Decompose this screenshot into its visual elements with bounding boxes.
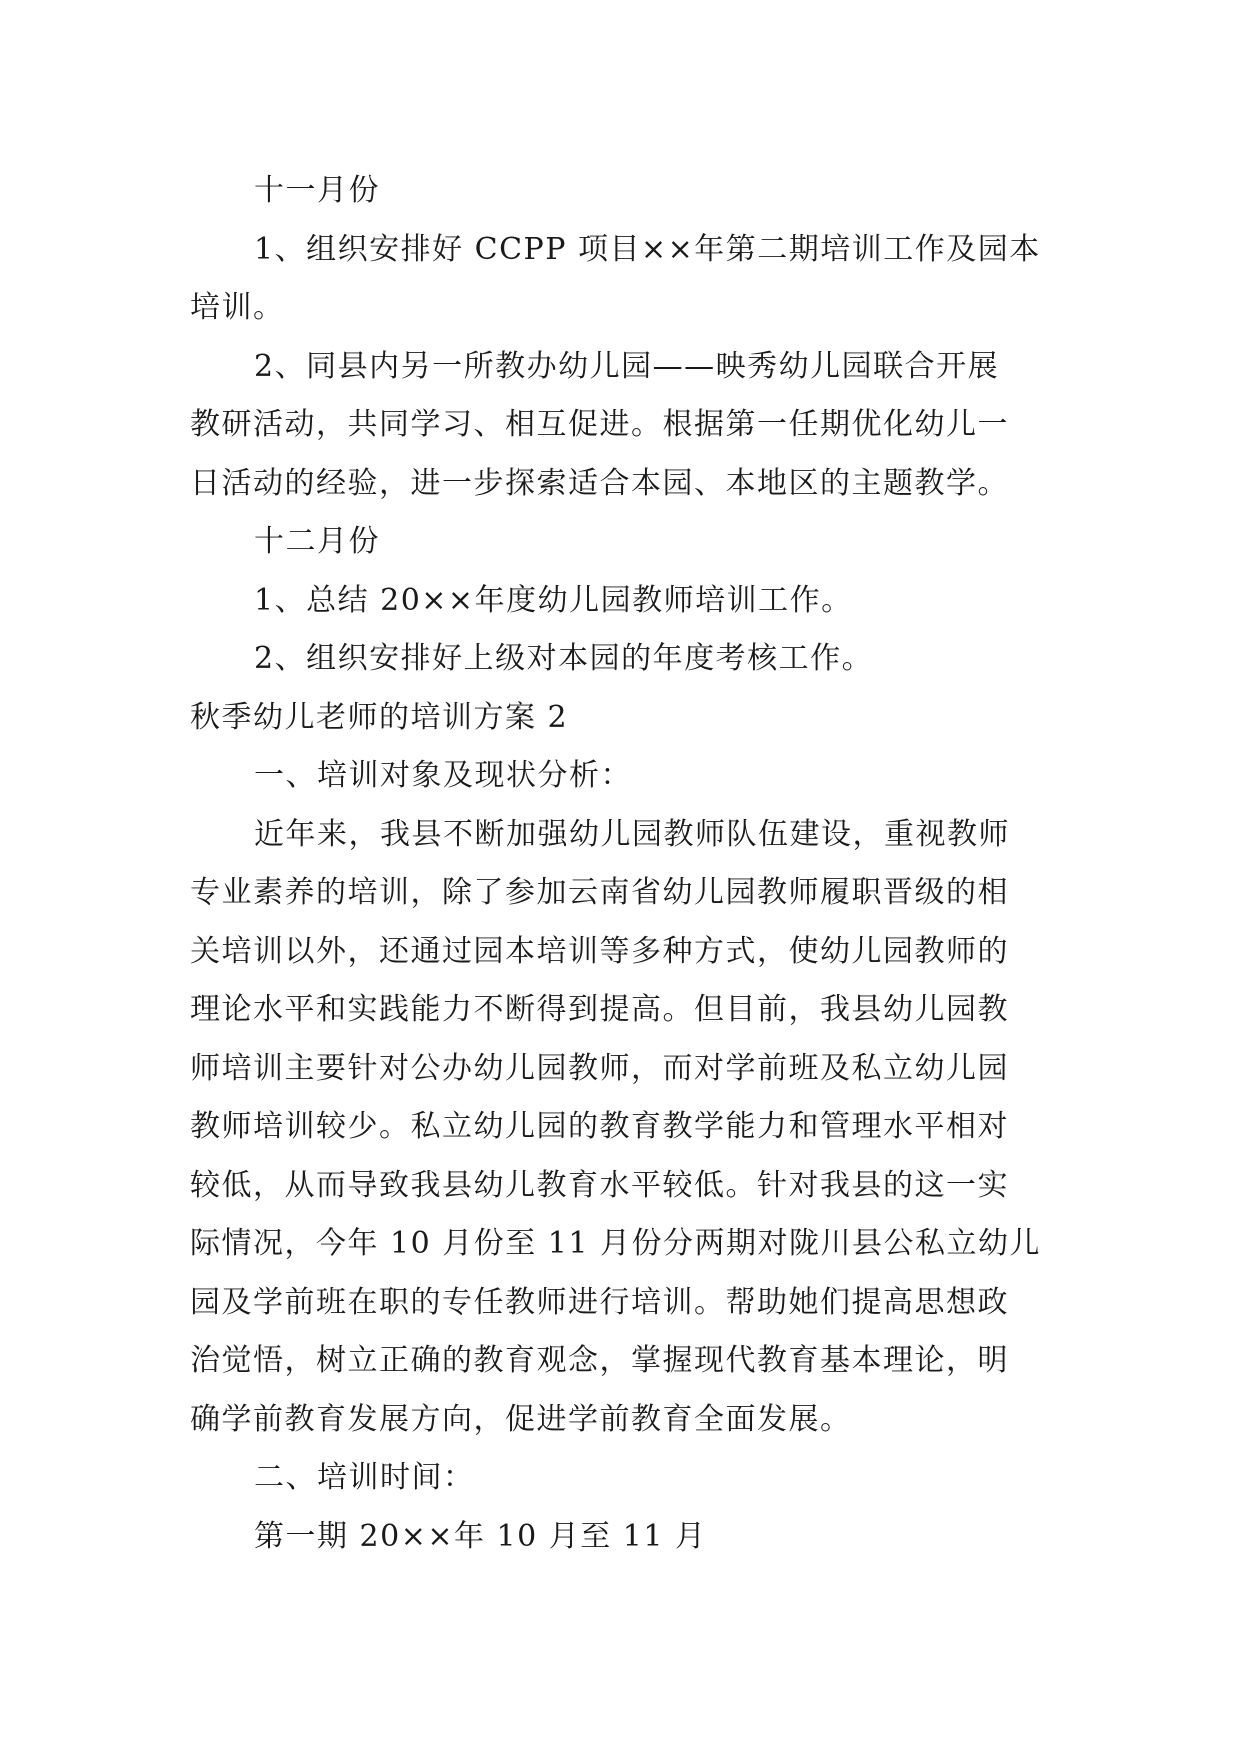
text-line: 2、组织安排好上级对本园的年度考核工作。 (254, 641, 874, 676)
text-line: 1、组织安排好 CCPP 项目××年第二期培训工作及园本 (254, 231, 1041, 267)
text-line: 理论水平和实践能力不断得到提高。但目前，我县幼儿园教 (190, 992, 1009, 1027)
text-line: 1、总结 20××年度幼儿园教师培训工作。 (254, 582, 853, 618)
section-title: 秋季幼儿老师的培训方案 2 (190, 699, 569, 735)
text-line: 十一月份 (254, 173, 380, 208)
text-line: 较低，从而导致我县幼儿教育水平较低。针对我县的这一实 (190, 1167, 1009, 1203)
text-line: 确学前教育发展方向，促进学前教育全面发展。 (190, 1401, 852, 1437)
text-line: 2、同县内另一所教办幼儿园——映秀幼儿园联合开展 (254, 348, 1000, 384)
text-line: 际情况，今年 10 月份至 11 月份分两期对陇川县公私立幼儿 (190, 1226, 1041, 1261)
text-line: 培训。 (190, 290, 285, 325)
text-line: 师培训主要针对公办幼儿园教师，而对学前班及私立幼儿园 (190, 1050, 1009, 1086)
text-line: 一、培训对象及现状分析： (254, 758, 632, 793)
text-line: 二、培训时间： (254, 1460, 475, 1495)
text-line: 近年来，我县不断加强幼儿园教师队伍建设，重视教师 (254, 816, 1010, 852)
text-line: 教研活动，共同学习、相互促进。根据第一任期优化幼儿一 (190, 407, 1009, 442)
text-line: 第一期 20××年 10 月至 11 月 (254, 1518, 707, 1554)
text-line: 专业素养的培训，除了参加云南省幼儿园教师履职晋级的相 (190, 875, 1009, 910)
text-line: 十二月份 (254, 524, 380, 559)
document-body (190, 162, 1070, 1566)
text-line: 关培训以外，还通过园本培训等多种方式，使幼儿园教师的 (190, 933, 1009, 969)
text-line: 治觉悟，树立正确的教育观念，掌握现代教育基本理论，明 (190, 1343, 1009, 1378)
text-line: 园及学前班在职的专任教师进行培训。帮助她们提高思想政 (190, 1284, 1009, 1320)
text-line: 教师培训较少。私立幼儿园的教育教学能力和管理水平相对 (190, 1109, 1009, 1144)
text-line: 日活动的经验，进一步探索适合本园、本地区的主题教学。 (190, 465, 1009, 501)
